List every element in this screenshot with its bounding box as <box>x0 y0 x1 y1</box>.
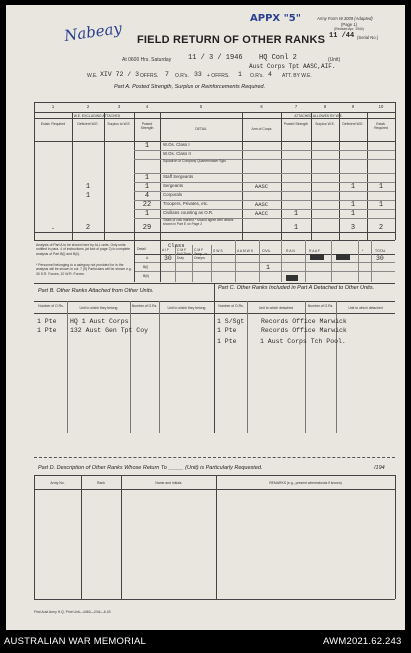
row-detail-label: Totals of cols marked * should agree with details shown in Part E on Page 2 <box>163 218 234 227</box>
offrs-value: 7 <box>165 71 169 78</box>
detail-header: DETAIL <box>195 127 207 131</box>
row-cell-c4: 1 <box>144 183 150 191</box>
unit-value-2: Aust Corps Tpt AASC,AIF. <box>249 63 336 70</box>
col-number: 1 <box>51 104 55 109</box>
analysis-total: TOTAL <box>375 249 386 253</box>
analysis-class-label: Class <box>168 242 185 249</box>
analysis-note: Analysis of Part A to be shown here by ALL units. Only units notified in para. 4 of instructions (at foot of page 2) to complete analysis of Part B(i) and B(ii). <box>36 243 131 256</box>
part-c-row-num: 1 Pte <box>217 338 237 345</box>
printer-note: First Aust Army H.Q. Print Unit—4463—2/44—6.43 <box>34 610 111 614</box>
row-cell-c4: 1 <box>144 174 150 182</box>
handwritten-name: Nabeay <box>63 19 123 45</box>
section-divider <box>34 457 395 458</box>
row-cell-c2: 2 <box>85 224 91 232</box>
part-c-unit-header: Unit to which detached <box>258 306 294 310</box>
part-b-row-num: 1 Pte <box>37 327 57 334</box>
part-b-unit-header: Unit to which they belong <box>79 306 118 310</box>
col-number: 10 <box>378 104 384 109</box>
row-cell-c4: 1 <box>144 142 150 150</box>
row-cell-c10: 2 <box>378 224 384 232</box>
we-value: XIV 72 / 3 <box>100 71 140 78</box>
row-cell-c9: 1 <box>350 210 356 218</box>
header-arm: Arm of Corps <box>251 127 272 131</box>
row-detail-label: W.Os. Class II <box>163 151 191 156</box>
plus-ors-label: O.R's. <box>250 73 264 79</box>
analysis-row-a: A <box>146 256 149 260</box>
row-detail-label: Troopers, Privates, etc. <box>163 201 209 206</box>
part-c-row-unit: Records Office Marwick <box>261 318 347 325</box>
part-b-title: Part B. Other Ranks Attached from Other Units. <box>38 288 154 294</box>
row-cell-c9: 1 <box>350 183 356 191</box>
row-cell-c2: 1 <box>85 183 91 191</box>
part-b-row-unit: 132 Aust Gen Tpt Coy <box>70 327 149 334</box>
row-cell-c4: 4 <box>144 192 150 200</box>
analysis-cmf-full: C M F Full Time Duty <box>177 248 191 260</box>
serial-label: (Serial No.) <box>357 35 379 40</box>
col-number: 8 <box>323 104 327 109</box>
form-sheet <box>6 5 405 630</box>
col-number: 2 <box>86 104 90 109</box>
analysis-raaf: R A A F <box>309 249 321 253</box>
page-label: (Page 1) <box>341 22 358 27</box>
analysis-row-bii: B(ii) <box>143 274 150 278</box>
row-cell-c7: 1 <box>293 224 299 232</box>
part-d-remarks-header: REMARKS (e.g., present whereabouts if known) <box>269 481 342 485</box>
part-c-row-num: 1 S/Sgt <box>217 318 245 325</box>
analysis-aamws: A A M W S <box>237 249 254 253</box>
unit-value: HQ Conl 2 <box>259 54 297 62</box>
row-cell-arm: AACC <box>254 210 269 217</box>
row-cell-c10: 1 <box>378 201 384 209</box>
analysis-a-total: 30 <box>376 255 384 262</box>
header-posted-r: Posted Strength <box>283 122 309 126</box>
row-cell-arm: AASC <box>254 201 269 208</box>
analysis-ran: R A N <box>286 249 295 253</box>
col-number: 7 <box>294 104 298 109</box>
part-d-year: /194 <box>374 465 385 471</box>
appendix-stamp: APPX "5" <box>250 13 301 24</box>
part-a-title: Part A. Posted Strength, Surplus or Reinforcements Required. <box>114 84 266 90</box>
serial-value: 11 /44 <box>329 32 355 40</box>
row-detail-label: Corporals <box>163 192 183 197</box>
form-title: FIELD RETURN OF OTHER RANKS <box>137 34 326 46</box>
redaction-block <box>336 254 350 260</box>
plus-offrs-value: 1 <box>238 71 242 78</box>
return-date: 11 / 3 / 1946 <box>188 54 243 62</box>
header-estab: Estab. Required <box>40 122 66 126</box>
part-c-row-num: 1 Pte <box>217 327 237 334</box>
ors-value: 33 <box>194 71 202 78</box>
form-number: Army Form W.3009 (Adapted) <box>317 16 373 21</box>
analysis-cmf-temp: C M F Temp. or Oneyrs <box>194 248 208 260</box>
row-detail-label: W.Os. Class I <box>163 142 190 147</box>
plus-offrs-label: + OFFRS. <box>207 73 230 79</box>
redaction-block <box>286 275 298 281</box>
header-surplus: Surplus to W.E. <box>107 122 131 126</box>
analysis-a-aif: 30 <box>164 255 172 262</box>
header-deficient-r: Deficient W.E. <box>342 122 364 126</box>
row-detail-label: Squadron or Company Quartermaster Sgts <box>163 159 226 163</box>
row-cell-c9: 3 <box>350 224 356 232</box>
part-c-unit-header-2: Unit to which detached <box>348 306 383 310</box>
col-number: 5 <box>199 104 203 109</box>
analysis-civil: CIVIL <box>262 249 271 253</box>
redaction-block <box>310 254 324 260</box>
part-b-num-header-2: Number of O.Rs. <box>131 304 158 308</box>
row-cell-c4: 1 <box>144 210 150 218</box>
col-number: 3 <box>117 104 121 109</box>
col-number: 4 <box>145 104 149 109</box>
offrs-label: OFFRS. <box>140 73 159 79</box>
row-cell-c2: 1 <box>85 192 91 200</box>
group-right-label: ATTACHED ALLOWED BY W.E. <box>294 113 343 118</box>
analysis-aif: A I F <box>162 248 169 252</box>
analysis-detail-label: Detail <box>137 247 146 251</box>
part-c-num-header-2: Number of O.Rs. <box>307 304 334 308</box>
row-detail-label: Staff Sergeants <box>163 174 194 179</box>
at-hours-label: At 0600 Hrs. Saturday <box>122 57 172 63</box>
part-c-num-header: Number of O.Rs. <box>218 304 244 308</box>
row-cell-c4: 29 <box>142 224 152 232</box>
part-d-armyno-header: Army No. <box>50 481 65 485</box>
we-label: W.E. <box>87 73 98 79</box>
header-posted: Posted Strength <box>140 122 154 130</box>
part-d-rank-header: Rank <box>97 481 105 485</box>
row-detail-label: Sergeants <box>163 183 184 188</box>
ors-label: O.R's. <box>175 73 189 79</box>
analysis-note-2: * Personnel belonging to a category not provided for in the analysis will be shown in col. 7 (5) Particulars will be shown e.g. 30 S.R. Forces, 10 W.R. Forces. <box>36 263 132 276</box>
part-b-row-unit: HQ 1 Aust Corps <box>70 318 129 325</box>
part-c-row-unit: Records Office Marwick <box>261 327 347 334</box>
row-cell-c7: 1 <box>293 210 299 218</box>
header-deficient: Deficient W.E. <box>77 122 99 126</box>
footer-accession: AWM2021.62.243 <box>323 636 402 647</box>
part-b-row-num: 1 Pte <box>37 318 57 325</box>
analysis-star: * <box>362 249 364 253</box>
header-estab-r: Estab. Required <box>374 122 388 130</box>
analysis-bii-civil: 1 <box>266 264 270 271</box>
row-cell-arm: AASC <box>254 183 269 190</box>
plus-ors-value: 4 <box>268 71 272 78</box>
att-label: ATT. BY W.E. <box>282 73 312 79</box>
footer-institution: AUSTRALIAN WAR MEMORIAL <box>4 636 147 647</box>
col-number: 9 <box>351 104 355 109</box>
header-surplus-r: Surplus W.E. <box>315 122 335 126</box>
revised-label: (Revised Apr. 1944) <box>334 27 364 31</box>
part-d-title: Part D. Description of Other Ranks Whose Return To _____ (Unit) is Particularly Requested. <box>38 465 263 471</box>
row-cell-c1: . <box>50 224 56 232</box>
group-left-label: W.E. EXCLUDING ATTACHED <box>73 113 121 118</box>
analysis-row-bi: B(i) <box>143 265 149 269</box>
analysis-sws: S W S <box>213 249 223 253</box>
row-cell-c10: 1 <box>378 183 384 191</box>
unit-label: (Unit) <box>328 57 341 63</box>
col-number: 6 <box>260 104 263 109</box>
row-cell-c9: 1 <box>350 201 356 209</box>
part-d-name-header: Name and Initials <box>155 481 182 485</box>
row-cell-c4: 22 <box>142 201 152 209</box>
row-detail-label: Civilians counting as O.R. <box>163 210 214 215</box>
part-b-unit-header-2: Unit to which they belong <box>167 306 206 310</box>
part-c-title: Part C. Other Ranks Included in Part A Detached to Other Units. <box>218 285 375 291</box>
part-b-num-header: Number of O.Rs. <box>38 304 64 308</box>
part-c-row-unit: 1 Aust Corps Tch Pool. <box>260 338 346 345</box>
